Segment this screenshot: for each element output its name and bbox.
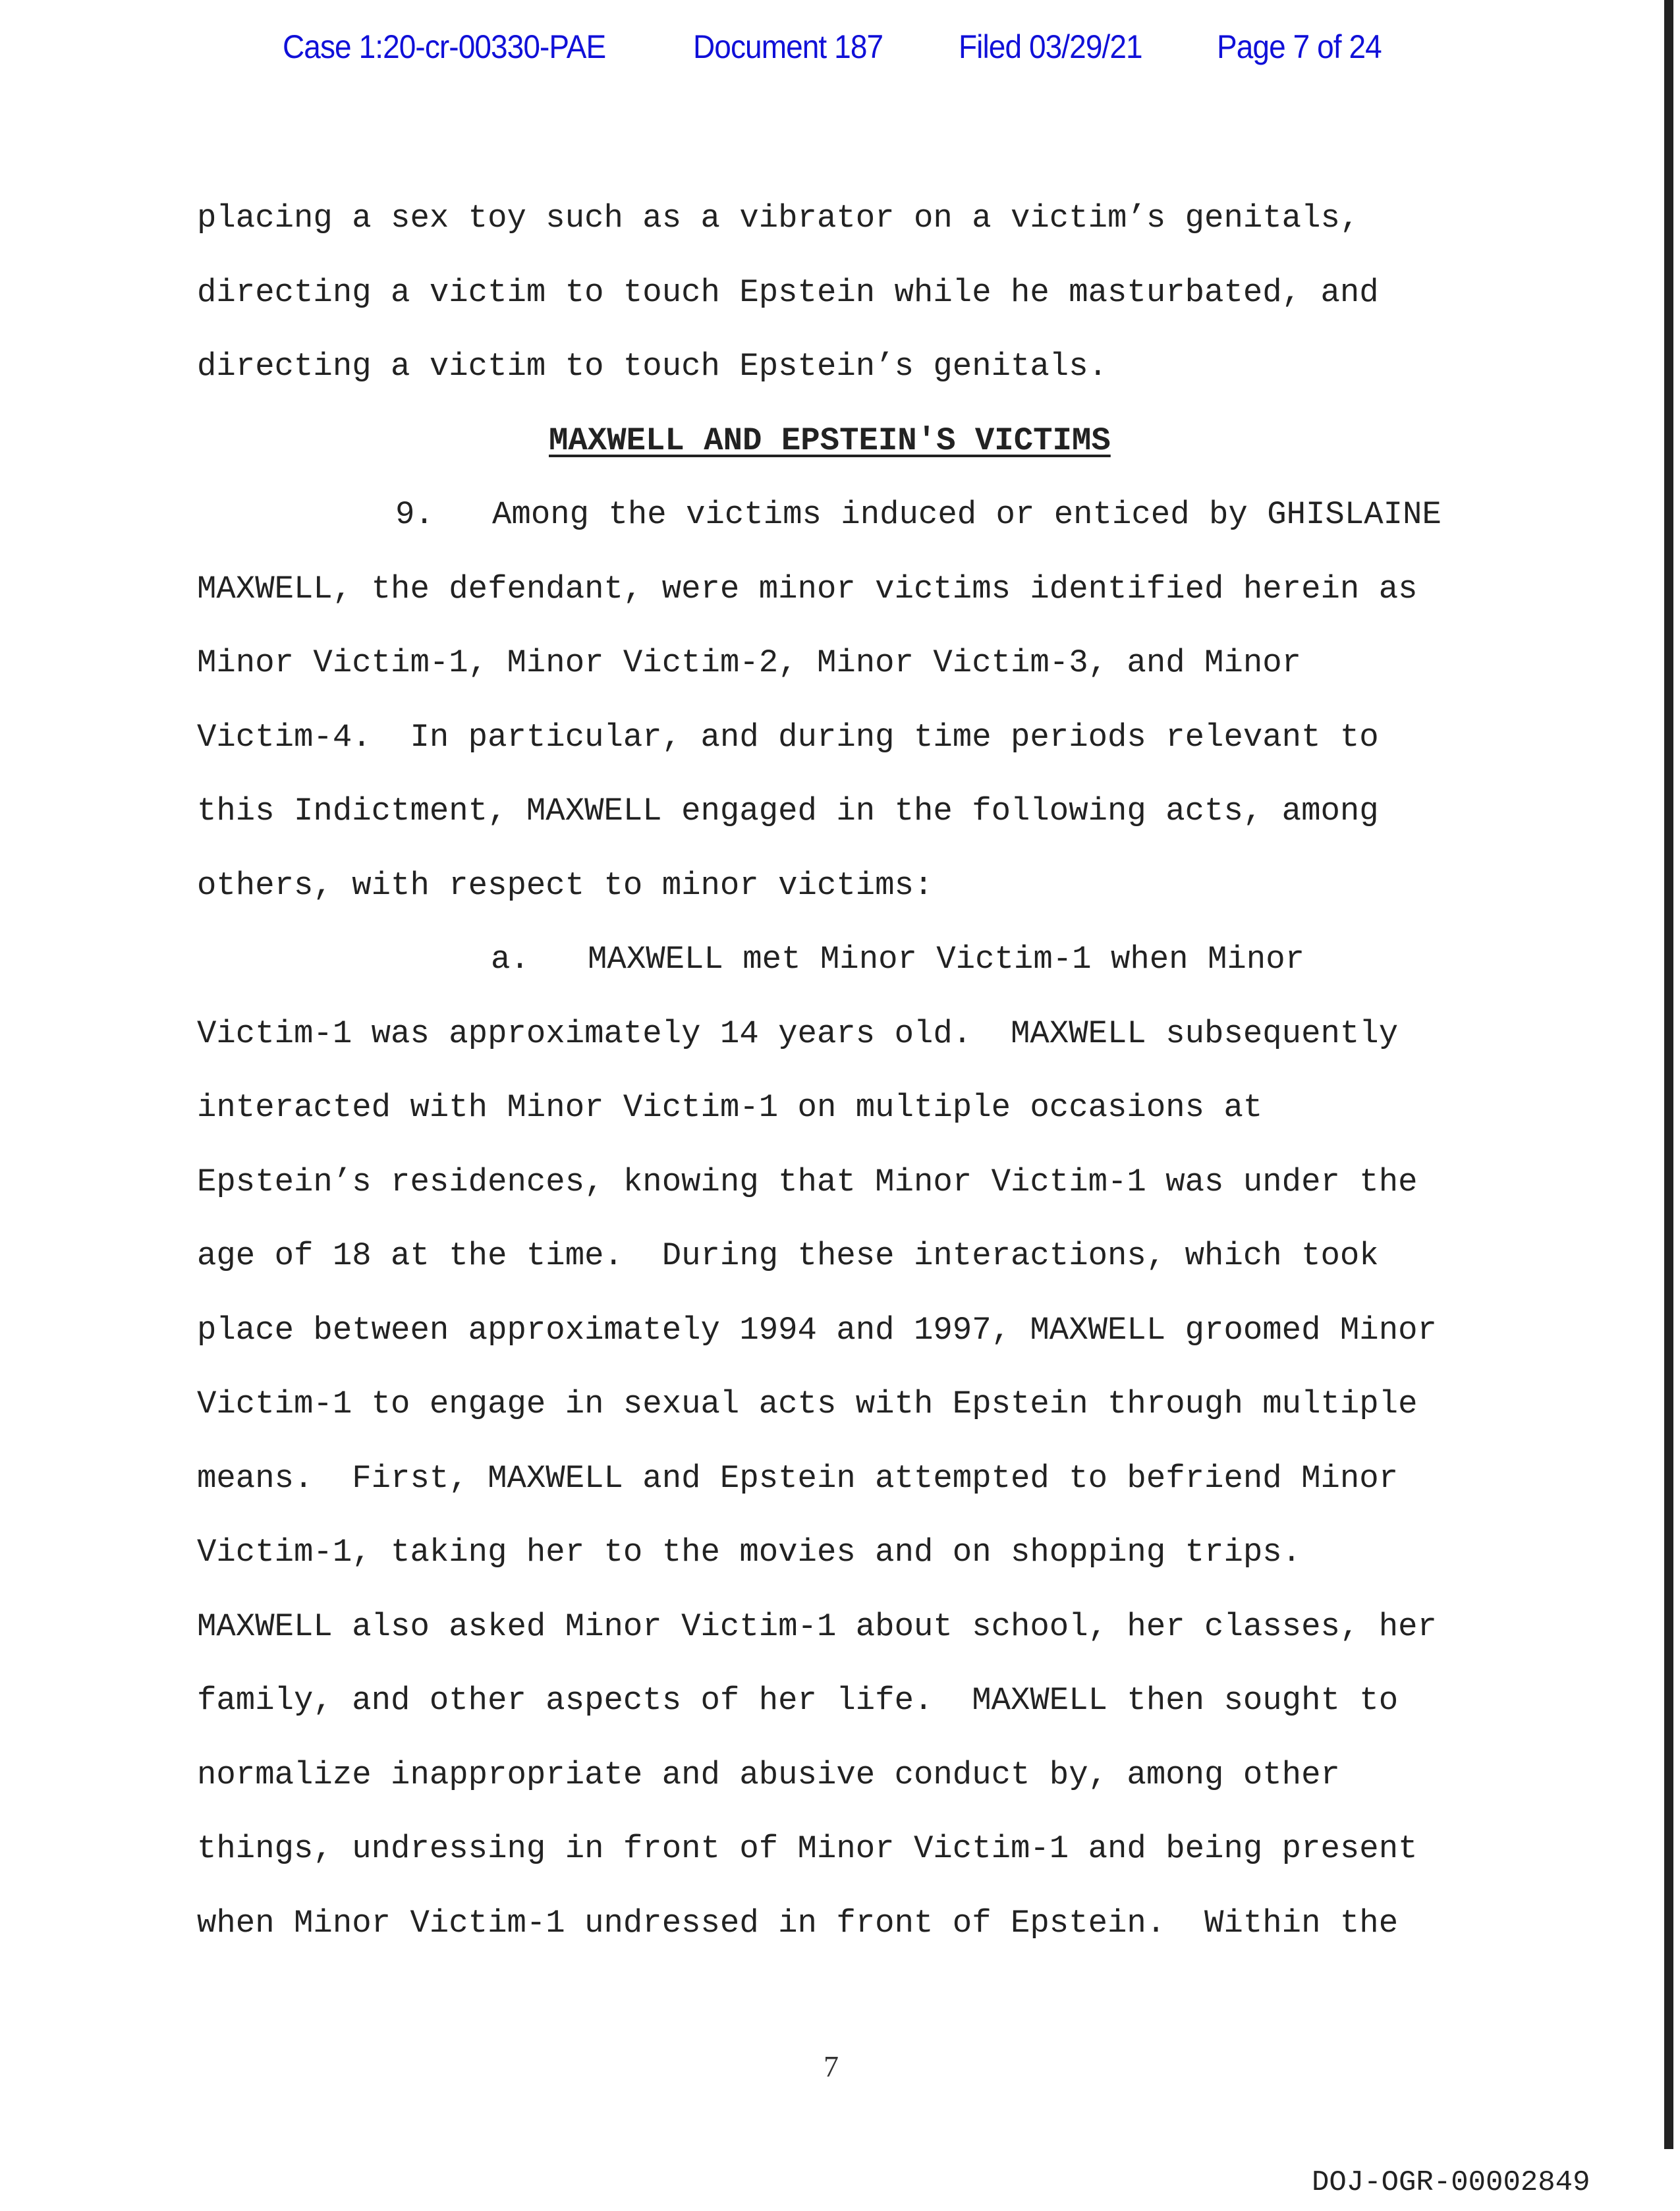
text-line: placing a sex toy such as a vibrator on a victim’s genitals, bbox=[197, 200, 1360, 237]
text-line: a. MAXWELL met Minor Victim-1 when Minor bbox=[491, 941, 1305, 978]
text-line: Victim-1, taking her to the movies and on shopping trips. bbox=[197, 1534, 1302, 1571]
filed-date: Filed 03/29/21 bbox=[958, 28, 1142, 65]
text-line: Minor Victim-1, Minor Victim-2, Minor Victim-3, and Minor bbox=[197, 644, 1302, 681]
text-line: when Minor Victim-1 undressed in front of Epstein. Within the bbox=[197, 1904, 1399, 1942]
text-line: Victim-4. In particular, and during time periods relevant to bbox=[197, 718, 1379, 756]
text-line: directing a victim to touch Epstein’s genitals. bbox=[197, 348, 1108, 385]
text-line: this Indictment, MAXWELL engaged in the following acts, among bbox=[197, 793, 1379, 829]
document-number: Document 187 bbox=[692, 28, 883, 65]
section-heading bbox=[197, 404, 1515, 478]
text-line: things, undressing in front of Minor Victim-1 and being present bbox=[197, 1830, 1418, 1867]
scan-edge-bar bbox=[1664, 0, 1673, 2149]
text-line: means. First, MAXWELL and Epstein attempted to befriend Minor bbox=[197, 1459, 1399, 1497]
text-line: MAXWELL, the defendant, were minor victims identified herein as bbox=[197, 570, 1418, 607]
text-line: Victim-1 to engage in sexual acts with Epstein through multiple bbox=[197, 1385, 1418, 1422]
page-number: 7 bbox=[824, 2050, 839, 2083]
text-line: Victim-1 was approximately 14 years old. MAXWELL subsequently bbox=[197, 1015, 1399, 1052]
page-indicator: Page 7 of 24 bbox=[1217, 28, 1382, 65]
text-line: place between approximately 1994 and 1997, MAXWELL groomed Minor bbox=[197, 1311, 1437, 1349]
text-line: family, and other aspects of her life. MAXWELL then sought to bbox=[197, 1682, 1399, 1719]
text-line: normalize inappropriate and abusive conduct by, among other bbox=[197, 1756, 1340, 1793]
text-line: Epstein’s residences, knowing that Minor Victim-1 was under the bbox=[197, 1163, 1418, 1200]
text-line: age of 18 at the time. During these interactions, which took bbox=[197, 1237, 1379, 1274]
case-number: Case 1:20-cr-00330-PAE bbox=[283, 28, 606, 65]
text-line: 9. Among the victims induced or enticed by GHISLAINE bbox=[395, 496, 1442, 533]
section-heading-text: MAXWELL AND EPSTEIN'S VICTIMS bbox=[549, 422, 1111, 459]
document-body bbox=[197, 181, 1515, 1960]
text-line: MAXWELL also asked Minor Victim-1 about school, her classes, her bbox=[197, 1608, 1437, 1645]
text-line: others, with respect to minor victims: bbox=[197, 866, 934, 904]
ecf-header bbox=[283, 28, 1396, 66]
text-line: interacted with Minor Victim-1 on multiple occasions at bbox=[197, 1089, 1263, 1126]
text-line: directing a victim to touch Epstein while he masturbated, and bbox=[197, 273, 1379, 311]
bates-number: DOJ-OGR-00002849 bbox=[1312, 2166, 1590, 2199]
